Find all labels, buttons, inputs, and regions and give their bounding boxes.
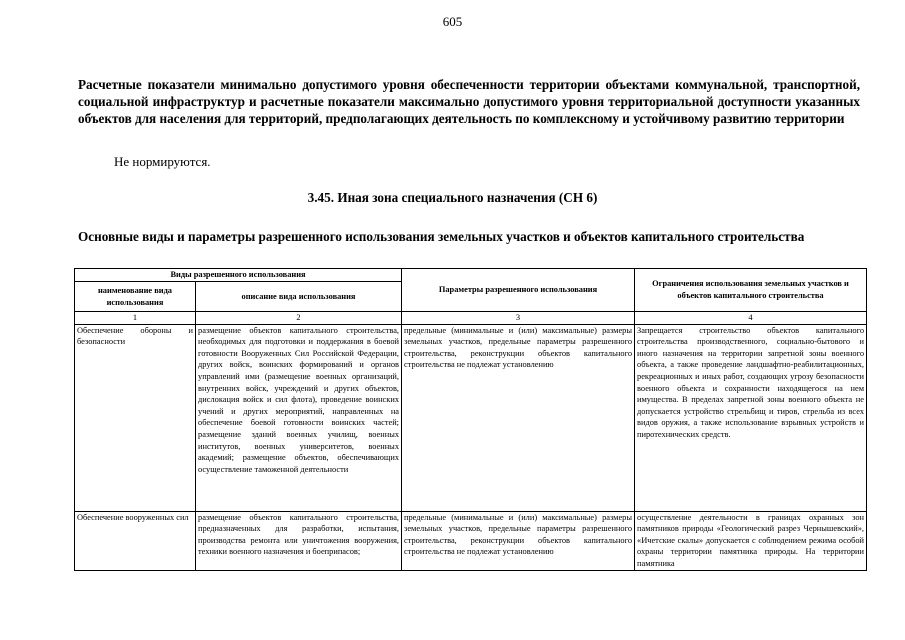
- use-params-cell: предельные (минимальные и (или) максимальные) размеры земельных участков, предельные параметры разрешенного строительства, реконструкции объектов капитального строительства не подлежат установлению: [402, 324, 635, 511]
- not-regulated-text: Не нормируются.: [114, 154, 211, 169]
- table-heading: Основные виды и параметры разрешенного использования земельных участков и объектов капитального строительства: [78, 229, 805, 244]
- column-number: 1: [75, 312, 196, 325]
- use-params-cell: предельные (минимальные и (или) максимальные) размеры земельных участков, предельные параметры разрешенного строительства, реконструкции объектов капитального строительства не подлежат установлению: [402, 511, 635, 570]
- permitted-use-table: [74, 268, 867, 571]
- column-number: 4: [635, 312, 867, 325]
- use-limits-cell: Запрещается строительство объектов капитального строительства производственного, социально-бытового и иного назначения на территории запретной зоны военного объекта, а также проведение ландшафтно-реабилитационных, рекреационных и иных работ, создающих угрозу безопасности военного объекта и сохранности находящегося на нем имущества. В пределах запретной зоны военного объекта не допускается устройство стрельбищ и тиров, стрельба из всех видов оружия, а также использование взрывных устройств и пиротехнических средств.: [635, 324, 867, 511]
- header-description: описание вида использования: [196, 282, 402, 312]
- table-row: [75, 324, 867, 511]
- section-heading: Расчетные показатели минимально допустимого уровня обеспеченности территории объектами коммунальной, транспортной, социальной инфраструктур и расчетные показатели максимально допустимого уровня территориальной доступности указанных объектов для населения для территорий, предполагающих деятельность по комплексному и устойчивому развитию территории: [78, 77, 860, 126]
- table-row: [75, 511, 867, 570]
- header-params: Параметры разрешенного использования: [402, 269, 635, 312]
- use-limits-cell: осуществление деятельности в границах охранных зон памятников природы «Геологический разрез Чернышевский», «Ичетские скалы» допускается с соблюдением режима особой охраны территории памятника природы. На территории памятника: [635, 511, 867, 570]
- column-number: 3: [402, 312, 635, 325]
- use-name-cell: Обеспечение обороны и безопасности: [75, 324, 196, 511]
- page-number: 605: [442, 14, 463, 29]
- header-group: Виды разрешенного использования: [75, 269, 402, 282]
- header-name: наименование вида использования: [75, 282, 196, 312]
- use-description-cell: размещение объектов капитального строительства, необходимых для подготовки и поддержания в боевой готовности Вооруженных Сил Российской Федерации, других войск, воинских формирований и органов управлений ими (размещение военных организаций, внутренних войск, учреждений и других объектов, дислокация войск и сил флота), проведение воинских учений и других мероприятий, направленных на обеспечение боевой готовности воинских частей; размещение зданий военных училищ, военных институтов, военных университетов, военных академий; размещение объектов, обеспечивающих осуществление таможенной деятельности: [196, 324, 402, 511]
- zone-title: 3.45. Иная зона специального назначения (СН 6): [307, 190, 598, 205]
- use-description-cell: размещение объектов капитального строительства, предназначенных для разработки, испытания, производства ремонта или уничтожения вооружения, техники военного назначения и боеприпасов;: [196, 511, 402, 570]
- header-limits: Ограничения использования земельных участков и объектов капитального строительства: [635, 269, 867, 312]
- column-number: 2: [196, 312, 402, 325]
- use-name-cell: Обеспечение вооруженных сил: [75, 511, 196, 570]
